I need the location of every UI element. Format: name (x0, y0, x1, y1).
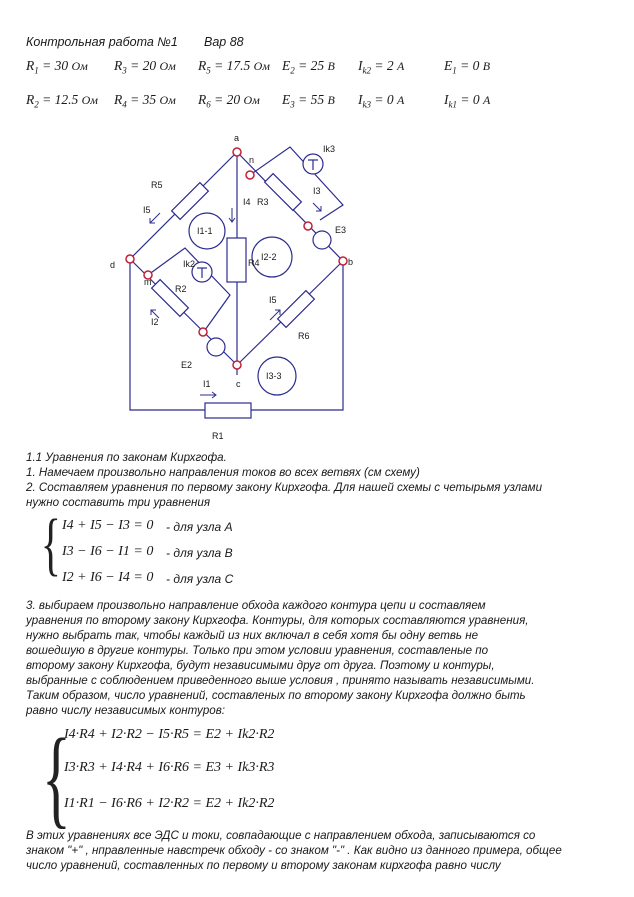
step-2-text-line-1: 2. Составляем уравнения по первому закону Кирхгофа. Для нашей схемы с четырьмя узлами (26, 481, 543, 494)
row1-param-3: $E_2 = 25$ В (282, 58, 335, 76)
step3-line-5: второму закону Кирхгофа, будут независимыми друг от друга. Поэтому и контуры, (26, 659, 495, 672)
resistor-r4 (227, 238, 246, 282)
label-r3: R3 (257, 197, 269, 207)
closing-line-1: В этих уравнениях все ЭДС и токи, совпадающие с направлением обхода, записываются со (26, 829, 536, 842)
step3-line-2: уравнения по второму закону Кирхгофа. Контуры, для которых составляются уравнения, (26, 614, 529, 627)
node-r3-e3 (304, 222, 312, 230)
row1-param-4: $I_{k2} = 2$ А (358, 58, 405, 76)
label-loop-3: I3-3 (266, 371, 282, 381)
label-i2: I2 (151, 317, 159, 327)
node-n (246, 171, 254, 179)
kvl-brace: { (41, 716, 71, 838)
row1-param-0: $R_1 = 30$ Ом (26, 58, 88, 76)
row2-param-3: $E_3 = 55$ В (282, 92, 335, 110)
label-ik3: Ik3 (323, 144, 336, 154)
variant-label: Вар 88 (204, 35, 244, 49)
label-e3: E3 (335, 225, 347, 235)
emf-e2 (207, 338, 225, 356)
label-r4: R4 (248, 258, 260, 268)
label-i4: I4 (243, 197, 251, 207)
step3-line-6: выбранные с соблюдением приведенного выше условия , принято называть независимыми. (26, 674, 535, 687)
kcl-eq-2: I3 − I6 − I1 = 0 (62, 544, 154, 559)
label-i3: I3 (313, 186, 321, 196)
row2-param-0: $R_2 = 12.5$ Ом (26, 92, 98, 110)
step-1-text: 1. Намечаем произвольно направления токов во всех ветвях (см схему) (26, 466, 420, 479)
step-3-paragraph (26, 598, 534, 718)
kcl-label-2: - для узла В (166, 546, 233, 560)
document-title: Контрольная работа №1 (26, 35, 178, 49)
kcl-eq-3: I2 + I6 − I4 = 0 (62, 570, 154, 585)
label-node-c: c (236, 379, 241, 389)
node-c (233, 361, 241, 369)
node-d (126, 255, 134, 263)
label-node-n: n (249, 155, 255, 165)
row1-param-2: $R_5 = 17.5$ Ом (198, 58, 270, 76)
kcl-label-3: - для узла С (166, 572, 234, 586)
label-node-a: a (234, 133, 240, 143)
label-ik2: Ik2 (183, 259, 196, 269)
step3-line-4: вошедшую в другие контуры. Только при этом условии уравнения, составленые по (26, 644, 489, 657)
kvl-eq-3: I1·R1 − I6·R6 + I2·R2 = E2 + Ik2·R2 (64, 796, 275, 811)
kcl-eq-1: I4 + I5 − I3 = 0 (62, 518, 154, 533)
row2-param-4: $I_{k3} = 0$ А (358, 92, 405, 110)
closing-line-2: знаком "+" , нправленные навстречк обходу - со знаком "-" . Как видно из данного примера, общее (26, 844, 562, 857)
kvl-eq-2: I3·R3 + I4·R4 + I6·R6 = E3 + Ik3·R3 (64, 760, 275, 775)
label-node-b: b (348, 257, 354, 267)
label-r1: R1 (212, 431, 224, 441)
closing-paragraph (26, 828, 562, 873)
label-loop-1: I1-1 (197, 226, 213, 236)
label-node-m: m (144, 277, 152, 287)
section-heading: 1.1 Уравнения по законам Кирхгофа. (26, 451, 227, 464)
closing-line-3: число уравнений, составленных по первому и второму законам кирхгофа равно числу (26, 859, 501, 872)
label-loop-2: I2-2 (261, 252, 277, 262)
step3-line-8: равно числу независимых контуров: (26, 704, 225, 717)
node-b (339, 257, 347, 265)
row1-param-5: $E_1 = 0$ В (444, 58, 491, 76)
label-node-d: d (110, 260, 116, 270)
row2-param-2: $R_6 = 20$ Ом (198, 92, 260, 110)
step3-line-1: 3. выбираем произвольно направление обхода каждого контура цепи и составляем (26, 599, 486, 612)
label-r2: R2 (175, 284, 187, 294)
label-e2: E2 (181, 360, 193, 370)
node-a (233, 148, 241, 156)
resistor-r1 (205, 403, 251, 418)
row2-param-5: $I_{k1} = 0$ А (444, 92, 491, 110)
emf-e3 (313, 231, 331, 249)
kcl-label-1: - для узла А (166, 520, 233, 534)
row1-param-1: $R_3 = 20$ Ом (114, 58, 176, 76)
step3-line-3: нужно выбрать так, чтобы каждый из них включал в себя хотя бы одну ветвь не (26, 629, 479, 642)
step-2-text-line-2: нужно составить три уравнения (26, 496, 211, 509)
label-r6: R6 (298, 331, 310, 341)
circuit-diagram (0, 125, 634, 455)
node-r2-e2 (199, 328, 207, 336)
label-i1: I1 (203, 379, 211, 389)
step3-line-7: Таким образом, число уравнений, составленых по второму закону Кирхгофа должно быть (26, 689, 526, 702)
kvl-eq-1: I4·R4 + I2·R2 − I5·R5 = E2 + Ik2·R2 (64, 727, 275, 742)
kcl-brace: { (40, 506, 61, 583)
resistor-r3 (265, 174, 302, 211)
label-i5-right: I5 (269, 295, 277, 305)
resistor-r6 (278, 291, 315, 328)
row2-param-1: $R_4 = 35$ Ом (114, 92, 176, 110)
label-r5: R5 (151, 180, 163, 190)
label-i5-top: I5 (143, 205, 151, 215)
